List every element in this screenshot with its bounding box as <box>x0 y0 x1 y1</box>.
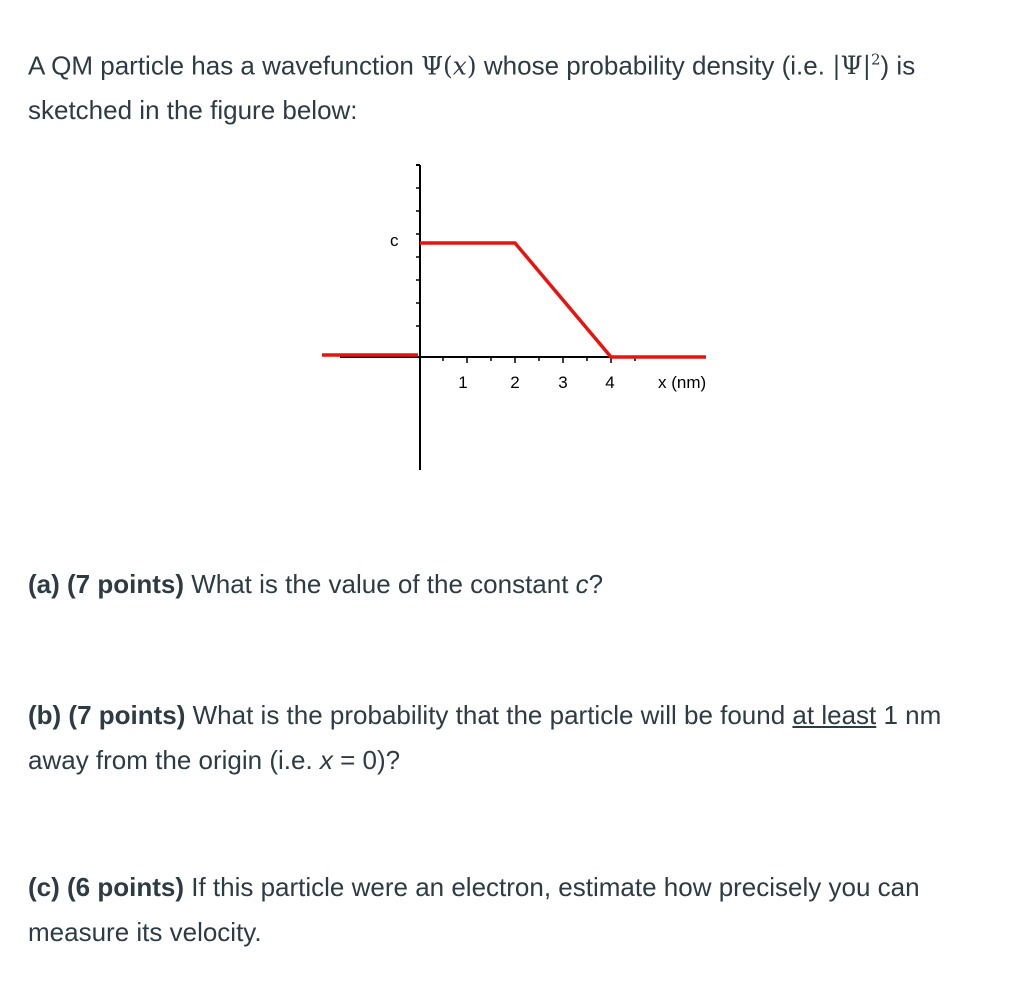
wavefunction-symbol: Ψ(x) <box>421 51 477 81</box>
question-b-text-2: 1 nm away from the origin (i.e. <box>28 700 942 775</box>
intro-text-3: ) is sketched in the figure below: <box>28 50 916 126</box>
probability-density-figure <box>300 150 730 480</box>
x-tick-label-2: 2 <box>510 373 520 392</box>
x-tick-label-4: 4 <box>605 373 615 392</box>
question-a-label: (a) (7 points) <box>28 569 184 599</box>
probability-density-symbol: $|\Psi|^2$ <box>832 51 881 81</box>
question-b-text-1: What is the probability that the particle will be found <box>185 700 793 730</box>
question-b-text-3: = 0)? <box>332 745 401 775</box>
intro-text-2: whose probability density (i.e. <box>476 50 833 81</box>
question-a-text: What is the value of the constant <box>184 569 576 599</box>
y-label-c: c <box>390 231 399 250</box>
x-tick-label-3: 3 <box>558 373 568 392</box>
question-c-text: If this particle were an electron, estimate how precisely you can measure its velocity. <box>28 872 920 947</box>
intro-text-1: A QM particle has a wavefunction <box>28 50 422 81</box>
question-c <box>28 865 1003 955</box>
question-c-label: (c) (6 points) <box>28 872 184 902</box>
problem-statement <box>28 38 1003 133</box>
x-tick-label-1: 1 <box>458 373 468 392</box>
question-a: (a) (7 points) What is the value of the constant c? <box>28 569 604 599</box>
question-b-variable: x <box>319 745 333 775</box>
question-b-label: (b) (7 points) <box>28 700 186 730</box>
question-a-variable: c <box>575 569 589 599</box>
x-axis-label: x (nm) <box>658 373 707 392</box>
question-b-underlined: at least <box>792 700 877 730</box>
density-curve <box>420 243 706 357</box>
question-b <box>28 693 1003 783</box>
